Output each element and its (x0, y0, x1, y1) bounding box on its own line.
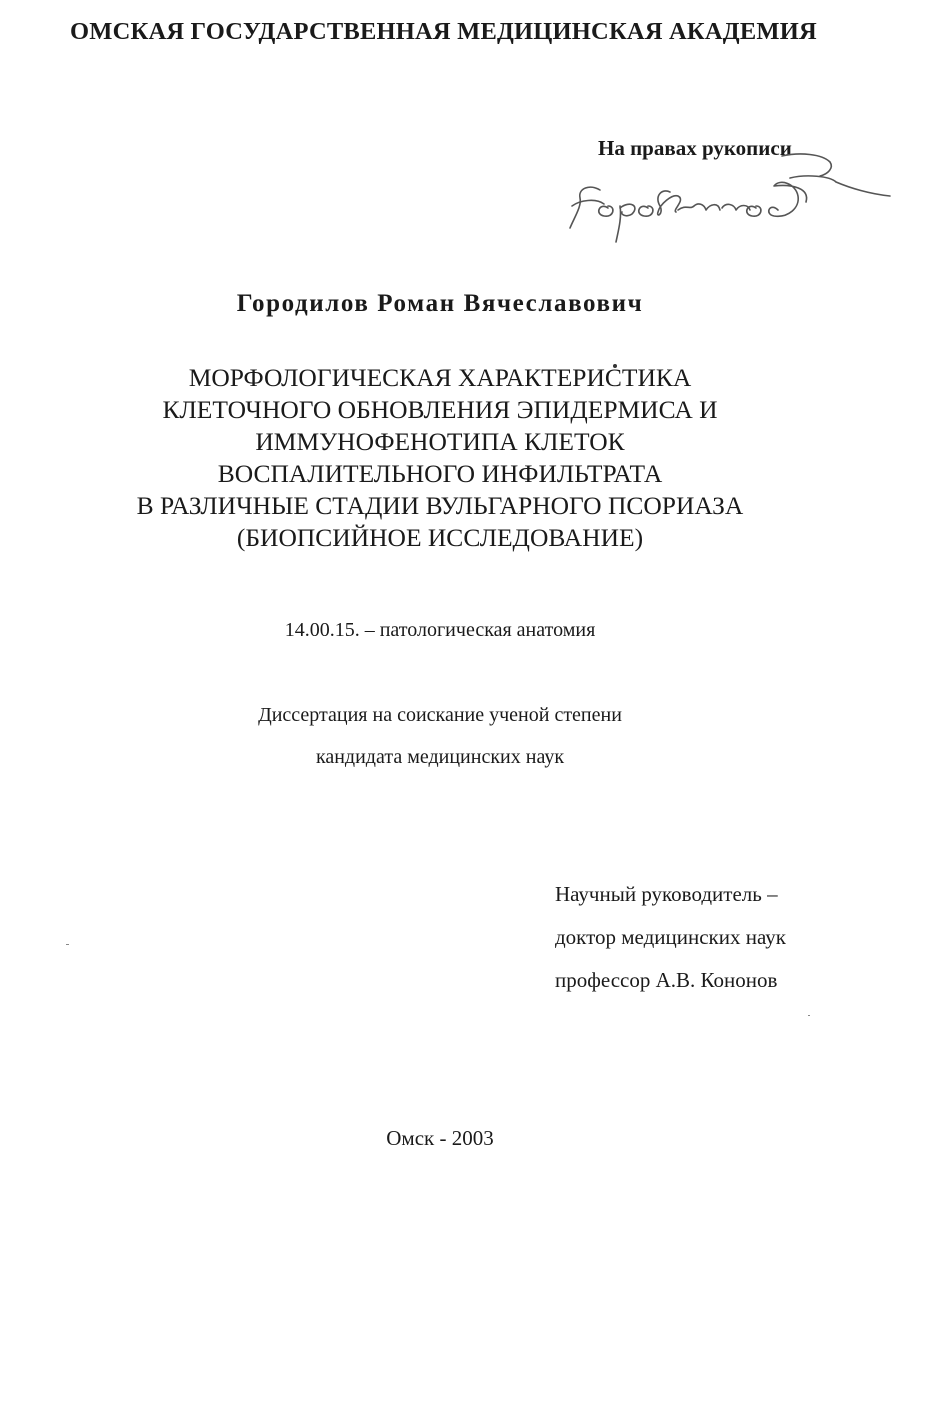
scan-speck (66, 944, 69, 945)
title-line: ВОСПАЛИТЕЛЬНОГО ИНФИЛЬТРАТА (217, 459, 663, 488)
rights-note: На правах рукописи (598, 136, 792, 160)
supervisor-line: Научный руководитель – (555, 882, 778, 906)
degree-line-1: Диссертация на соискание ученой степени (258, 704, 622, 726)
organization-heading: ОМСКАЯ ГОСУДАРСТВЕННАЯ МЕДИЦИНСКАЯ АКАДЕМИЯ (70, 18, 817, 45)
place-and-year: Омск - 2003 (386, 1126, 494, 1150)
title-line: ИММУНОФЕНОТИПА КЛЕТОК (255, 427, 625, 456)
title-line: КЛЕТОЧНОГО ОБНОВЛЕНИЯ ЭПИДЕРМИСА И (162, 395, 718, 424)
specialty-code: 14.00.15. – патологическая анатомия (284, 619, 596, 641)
dissertation-title (0, 362, 880, 554)
supervisor-block (555, 873, 786, 1002)
supervisor-line: доктор медицинских наук (555, 925, 786, 949)
degree-line-2: кандидата медицинских наук (315, 746, 565, 768)
author-name: Городилов Роман Вячеславович (236, 290, 644, 317)
scan-speck (808, 1015, 810, 1016)
title-line: В РАЗЛИЧНЫЕ СТАДИИ ВУЛЬГАРНОГО ПСОРИАЗА (136, 491, 744, 520)
title-line: МОРФОЛОГИЧЕСКАЯ ХАРАКТЕРИСТИКА (188, 363, 692, 392)
supervisor-line: профессор А.В. Кононов (555, 968, 778, 992)
handwritten-signature (560, 148, 900, 248)
title-line: (БИОПСИЙНОЕ ИССЛЕДОВАНИЕ) (236, 523, 644, 552)
